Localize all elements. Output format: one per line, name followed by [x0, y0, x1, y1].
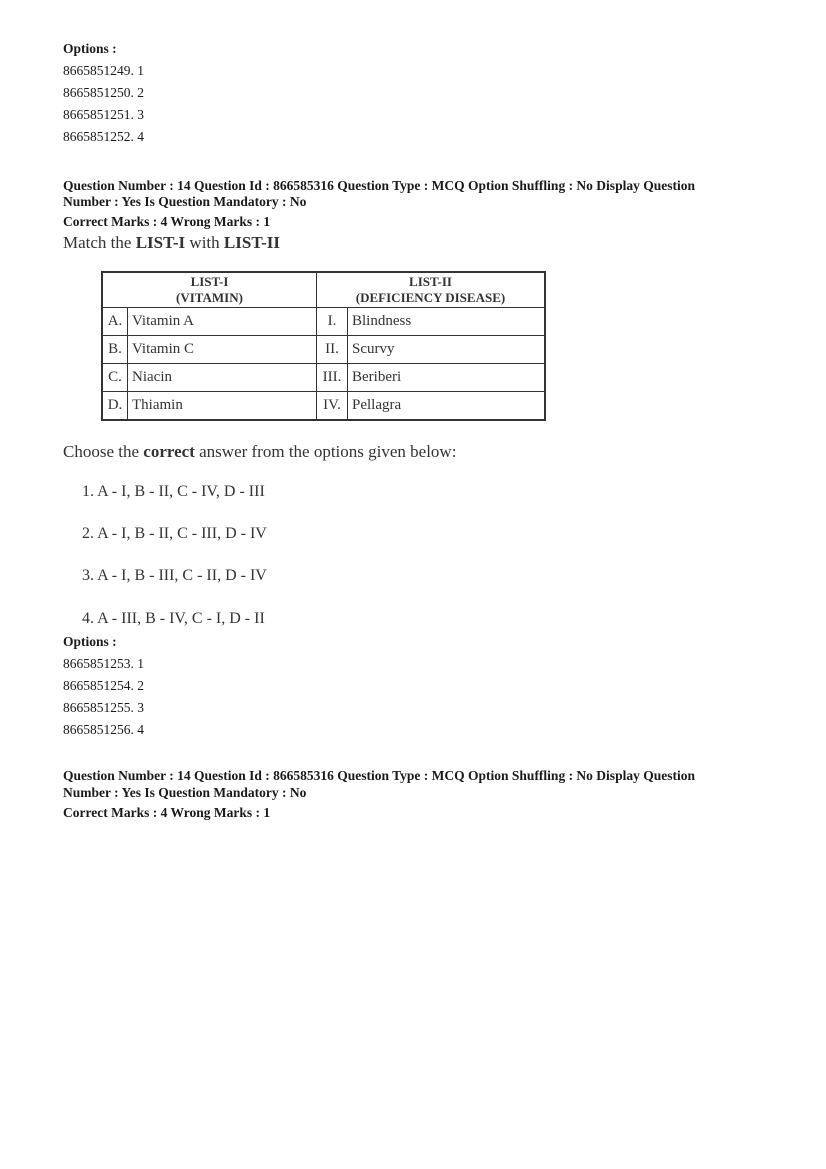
list2-value: Scurvy	[348, 336, 546, 364]
option-item: 8665851252. 4	[63, 129, 144, 144]
list1-key: D.	[102, 392, 128, 421]
prompt-mid: with	[185, 233, 224, 252]
answer-option-1: 1. A - I, B - II, C - IV, D - III	[82, 483, 265, 500]
next-question-meta-line2: Number : Yes Is Question Mandatory : No	[63, 785, 307, 800]
question-marks: Correct Marks : 4 Wrong Marks : 1	[63, 214, 271, 229]
list1-value: Vitamin C	[128, 336, 317, 364]
prompt-list1: LIST-I	[135, 233, 186, 252]
list2-key: IV.	[317, 392, 348, 421]
next-question-meta-line1: Question Number : 14 Question Id : 866585316 Question Type : MCQ Option Shuffling : No Display Question	[63, 768, 695, 783]
option-item: 8665851253. 1	[63, 656, 144, 671]
list2-key: I.	[317, 308, 348, 336]
list1-value: Thiamin	[128, 392, 317, 421]
choose-suffix: answer from the options given below:	[194, 442, 457, 461]
option-item: 8665851251. 3	[63, 107, 144, 122]
list2-key: II.	[317, 336, 348, 364]
list2-header	[317, 272, 546, 308]
match-table	[101, 271, 546, 421]
table-row	[102, 364, 545, 392]
list2-value: Beriberi	[348, 364, 546, 392]
list2-value: Pellagra	[348, 392, 546, 421]
answer-option-2: 2. A - I, B - II, C - III, D - IV	[82, 525, 267, 542]
prompt-list2: LIST-II	[223, 233, 280, 252]
next-question-marks: Correct Marks : 4 Wrong Marks : 1	[63, 805, 271, 820]
list1-value: Niacin	[128, 364, 317, 392]
table-row	[102, 308, 545, 336]
list2-key: III.	[317, 364, 348, 392]
answer-option-4: 4. A - III, B - IV, C - I, D - II	[82, 610, 265, 627]
table-row	[102, 336, 545, 364]
option-item: 8665851250. 2	[63, 85, 144, 100]
question-prompt	[63, 233, 280, 253]
prompt-prefix: Match the	[63, 233, 136, 252]
option-item: 8665851255. 3	[63, 700, 144, 715]
options-label-top: Options :	[63, 41, 117, 56]
option-item: 8665851254. 2	[63, 678, 144, 693]
choose-prefix: Choose the	[63, 442, 144, 461]
list1-key: C.	[102, 364, 128, 392]
list1-header-subtitle: (VITAMIN)	[176, 290, 243, 305]
choose-bold: correct	[143, 442, 195, 461]
answer-option-3: 3. A - I, B - III, C - II, D - IV	[82, 567, 267, 584]
list1-value: Vitamin A	[128, 308, 317, 336]
table-header-row	[102, 272, 545, 308]
option-item: 8665851249. 1	[63, 63, 144, 78]
list2-header-subtitle: (DEFICIENCY DISEASE)	[355, 290, 506, 305]
option-item: 8665851256. 4	[63, 722, 144, 737]
list1-header	[102, 272, 317, 308]
question-meta-line1: Question Number : 14 Question Id : 866585316 Question Type : MCQ Option Shuffling : No Display Question	[63, 178, 695, 193]
list1-key: A.	[102, 308, 128, 336]
table-row	[102, 392, 545, 421]
choose-instruction	[63, 442, 456, 462]
options-label: Options :	[63, 634, 117, 649]
list1-key: B.	[102, 336, 128, 364]
question-meta-line2: Number : Yes Is Question Mandatory : No	[63, 194, 307, 209]
list2-value: Blindness	[348, 308, 546, 336]
list2-header-title: LIST-II	[409, 274, 452, 289]
list1-header-title: LIST-I	[190, 274, 229, 289]
